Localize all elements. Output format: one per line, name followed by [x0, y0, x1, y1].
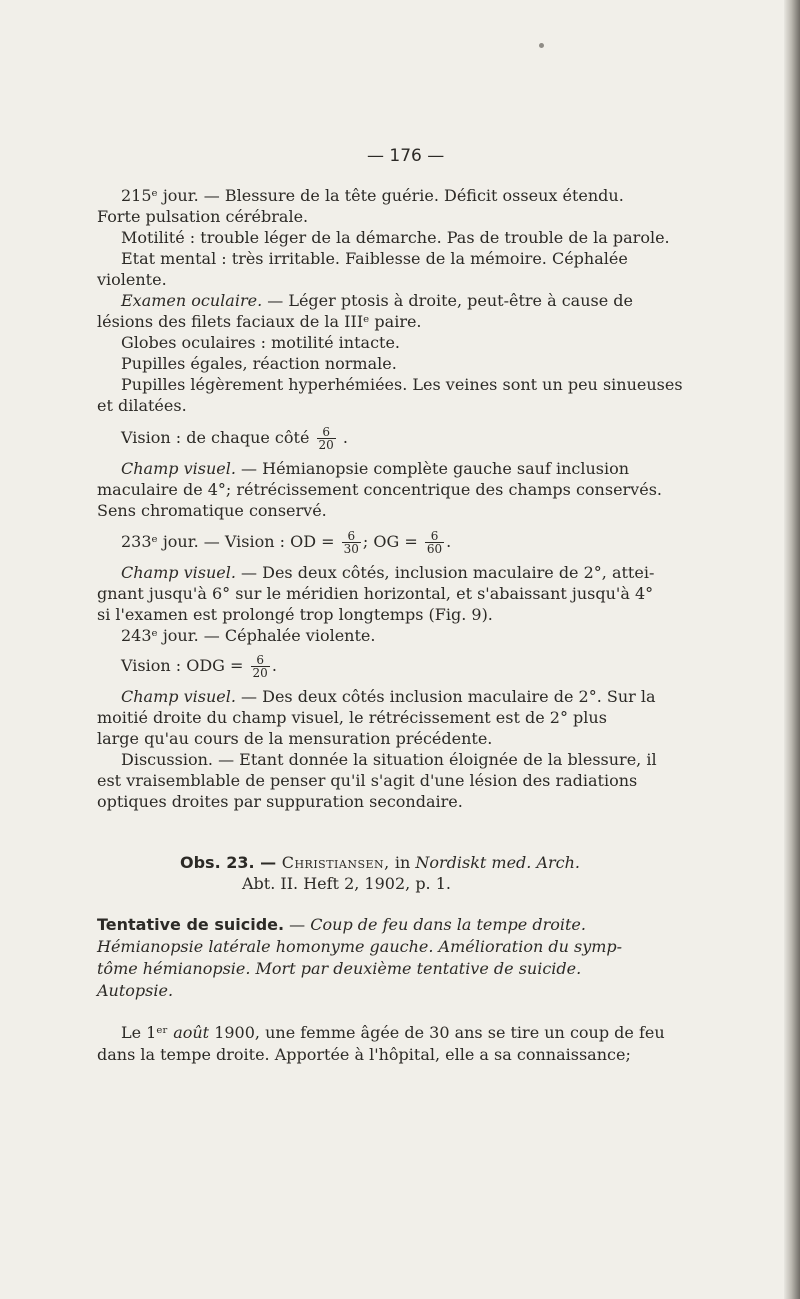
text-line: 215ᵉ jour. — Blessure de la tête guérie. Déficit osseux étendu. — [121, 186, 624, 205]
text-line: Forte pulsation cérébrale. — [97, 207, 309, 226]
text-line: Pupilles légèrement hyperhémiées. Les veines sont un peu sinueuses — [121, 375, 683, 394]
italic-heading: Champ visuel. — [121, 563, 236, 582]
italic-heading: Examen oculaire. — [121, 291, 263, 310]
case-title: tôme hémianopsie. Mort par deuxième tentative de suicide. — [97, 959, 582, 978]
text-line: Motilité : trouble léger de la démarche. Pas de trouble de la parole. — [121, 228, 670, 247]
case-title: Autopsie. — [97, 981, 174, 1000]
text-line: Globes oculaires : motilité intacte. — [121, 333, 401, 352]
text-line: Champ visuel. — Des deux côtés, inclusion maculaire de 2°, attei- — [121, 563, 655, 582]
author-name: Christiansen, — [281, 853, 390, 872]
text-line: 243ᵉ jour. — Céphalée violente. — [121, 626, 376, 645]
text-line: violente. — [97, 270, 167, 289]
text-line: maculaire de 4°; rétrécissement concentrique des champs conservés. — [97, 480, 662, 499]
text-line: Le 1ᵉʳ août 1900, une femme âgée de 30 ans se tire un coup de feu — [121, 1023, 665, 1042]
citation-line: Abt. II. Heft 2, 1902, p. 1. — [242, 874, 451, 893]
vision-line: 233ᵉ jour. — Vision : OD = $\frac{6}{30}$ ; OG = $\frac{6}{60}$ . — [121, 529, 452, 556]
italic-heading: Champ visuel. — [121, 459, 236, 478]
text-line: large qu'au cours de la mensuration précédente. — [97, 729, 493, 748]
case-title: Tentative de suicide. — Coup de feu dans la tempe droite. — [97, 915, 586, 934]
text-line: Pupilles égales, réaction normale. — [121, 354, 397, 373]
page-number: — 176 — — [367, 146, 445, 166]
text-line: si l'examen est prolongé trop longtemps (Fig. 9). — [97, 605, 493, 624]
fraction: $\frac{6}{60}$ — [426, 529, 443, 556]
italic-heading: Champ visuel. — [121, 687, 236, 706]
fraction: $\frac{6}{20}$ — [318, 425, 334, 452]
text-line: lésions des filets faciaux de la IIIᵉ paire. — [97, 312, 422, 331]
text-line: est vraisemblable de penser qu'il s'agit d'une lésion des radiations — [97, 771, 638, 790]
observation-heading: Obs. 23. — Christiansen, in Nordiskt med. Arch. — [180, 853, 581, 872]
fraction: $\frac{6}{30}$ — [343, 529, 359, 556]
journal-title: Nordiskt med. Arch. — [415, 853, 581, 872]
text-line: Champ visuel. — Hémianopsie complète gauche sauf inclusion — [121, 459, 630, 478]
fraction: $\frac{6}{20}$ — [252, 653, 268, 680]
text-line: Sens chromatique conservé. — [97, 501, 327, 520]
text-line: gnant jusqu'à 6° sur le méridien horizontal, et s'abaissant jusqu'à 4° — [97, 584, 654, 603]
text-line: Etat mental : très irritable. Faiblesse de la mémoire. Céphalée — [121, 249, 628, 268]
text-line: et dilatées. — [97, 396, 187, 415]
text-line: moitié droite du champ visuel, le rétrécissement est de 2° plus — [97, 708, 607, 727]
case-title: Hémianopsie latérale homonyme gauche. Amélioration du symp- — [97, 937, 623, 956]
vision-line: Vision : ODG = $\frac{6}{20}$ . — [121, 653, 277, 680]
vision-line: Vision : de chaque côté $\frac{6}{20}$ . — [121, 425, 348, 452]
text-line: Examen oculaire. — Léger ptosis à droite, peut-être à cause de — [121, 291, 633, 310]
text-line: Discussion. — Etant donnée la situation éloignée de la blessure, il — [121, 750, 657, 769]
text-line: dans la tempe droite. Apportée à l'hôpital, elle a sa connaissance; — [97, 1045, 631, 1064]
text-line: Champ visuel. — Des deux côtés inclusion maculaire de 2°. Sur la — [121, 687, 656, 706]
text-line: optiques droites par suppuration secondaire. — [97, 792, 463, 811]
